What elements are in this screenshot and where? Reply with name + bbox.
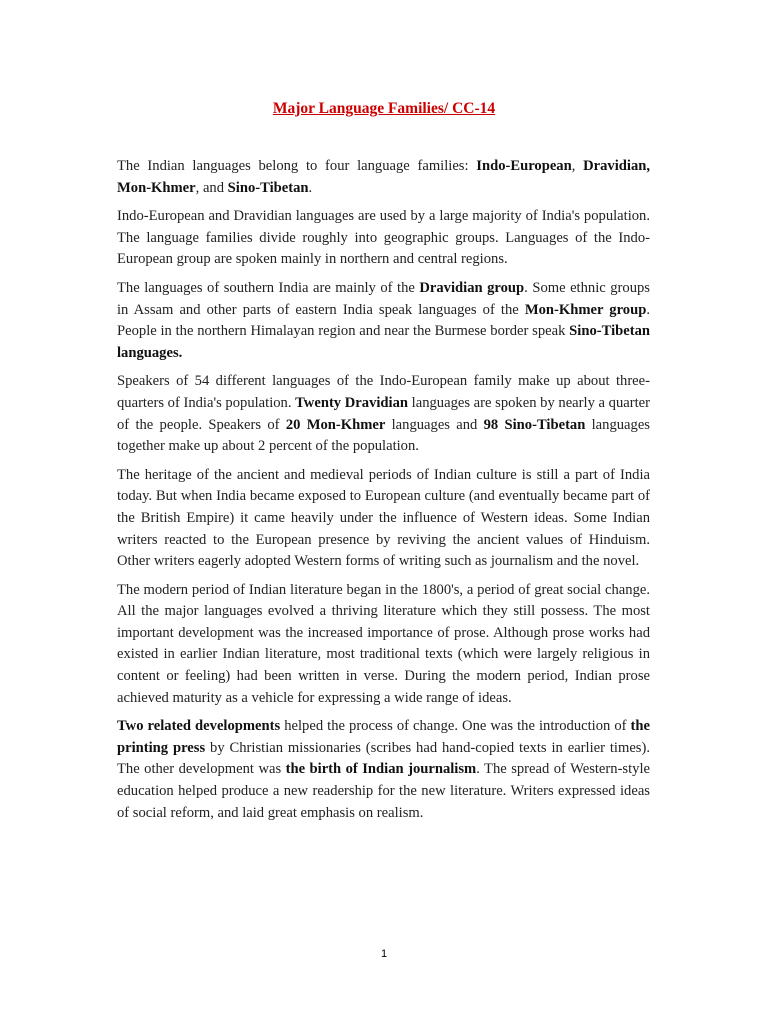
text-run: . The spread of Western-style education helped produce a new readership for the new literature. Writers expressed ideas of social reform, and laid great emphasis on realism. (117, 761, 650, 821)
bold-text: the printing press (117, 718, 651, 756)
text-run: . People in the northern Himalayan region and near the Burmese border speak (117, 301, 650, 340)
paragraph (117, 206, 650, 271)
text-run: languages together make up about 2 percent of the population. (117, 416, 650, 455)
bold-text: Mon-Khmer group (524, 301, 647, 318)
text-run: by Christian missionaries (scribes had hand-copied texts in earlier times). The other development was (117, 739, 650, 778)
bold-text: Sino-Tibetan languages. (117, 323, 650, 361)
paragraph (117, 716, 650, 824)
text-run: Speakers of 54 different languages of the Indo-European family make up about three-quarters of India's population. (117, 373, 650, 411)
text-run: helped the process of change. One was the introduction of (280, 718, 631, 735)
bold-text: the birth of Indian journalism (285, 761, 477, 778)
text-run: Indo-European and Dravidian languages are used by a large majority of India's population. The language families divide roughly into geographic groups. Languages of the Indo-European group are spoken mainly in northern and central regions. (117, 208, 650, 268)
page-number: 1 (380, 948, 388, 960)
paragraph (117, 580, 650, 710)
bold-text: Twenty Dravidian (295, 394, 409, 411)
paragraph (117, 278, 650, 364)
bold-text: 20 Mon-Khmer (285, 416, 386, 433)
bold-text: Dravidian, Mon-Khmer (117, 158, 651, 196)
paragraph (117, 156, 650, 199)
text-run: , (571, 158, 584, 174)
text-run: . Some ethnic groups in Assam and other parts of eastern India speak languages of the (117, 279, 650, 318)
document-body (117, 156, 650, 831)
text-run: The heritage of the ancient and medieval periods of Indian culture is still a part of India today. But when India became exposed to European culture (and eventually became part of the British Empire) it came heavily under the influence of Western ideas. Some Indian writers reacted to the European presence by reviving the ancient values of Hinduism. Other writers eagerly adopted Western forms of writing such as journalism and the novel. (117, 466, 650, 570)
bold-text: Indo-European (476, 158, 572, 174)
document-title: Major Language Families/ CC-14 (272, 100, 496, 117)
text-run: languages and (385, 416, 484, 433)
text-run: , and (195, 179, 228, 196)
text-run: The modern period of Indian literature began in the 1800's, a period of great social change. All the major languages evolved a thriving literature which they still possess. The most important development was the increased importance of prose. Although prose works had existed in earlier Indian literature, most traditional texts (which were largely religious in content or feeling) had been written in verse. During the modern period, Indian prose achieved maturity as a vehicle for expressing a wide range of ideas. (117, 581, 650, 706)
text-run: The languages of southern India are mainly of the (117, 279, 420, 296)
bold-text: Dravidian group (419, 279, 525, 296)
paragraph (117, 465, 650, 573)
bold-text: Two related developments (117, 718, 281, 735)
paragraph (117, 371, 650, 457)
text-run: . (308, 179, 313, 196)
text-run: The Indian languages belong to four language families: (117, 158, 477, 174)
bold-text: 98 Sino-Tibetan (483, 416, 586, 433)
text-run: languages are spoken by nearly a quarter of the people. Speakers of (117, 394, 650, 433)
bold-text: Sino-Tibetan (227, 179, 309, 196)
